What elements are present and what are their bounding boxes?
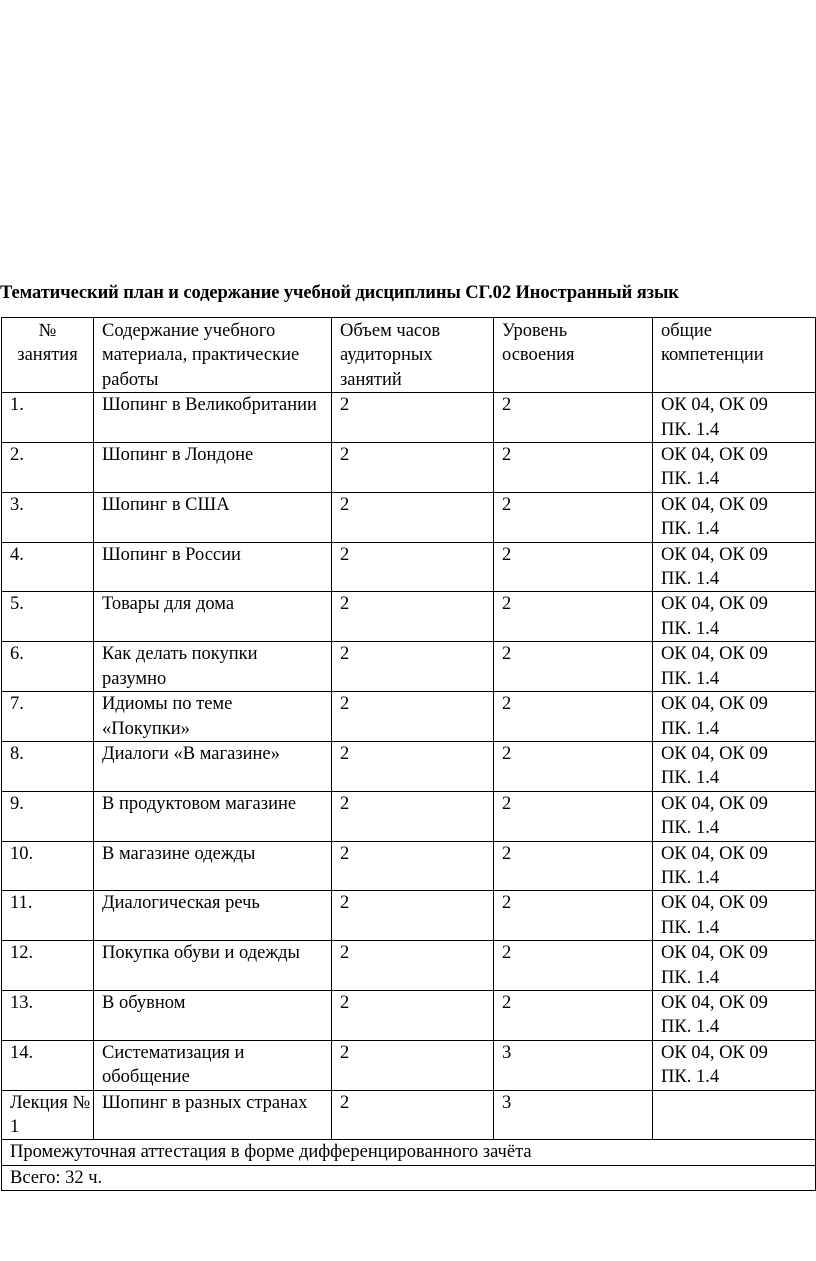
cell-level: 2 [494, 443, 653, 493]
competency-line: ПК. 1.4 [661, 818, 720, 839]
competency-line: ПК. 1.4 [661, 419, 720, 440]
cell-number: 5. [2, 592, 94, 642]
cell-number: 3. [2, 492, 94, 542]
cell-topic: В магазине одежды [94, 841, 332, 891]
cell-competencies [653, 642, 816, 692]
competency-line: ОК 04, ОК 09 [661, 544, 768, 565]
cell-competencies [653, 1040, 816, 1090]
cell-hours: 2 [332, 443, 494, 493]
cell-hours: 2 [332, 1040, 494, 1090]
cell-number: 1. [2, 393, 94, 443]
cell-topic: Шопинг в Великобритании [94, 393, 332, 443]
table-row [2, 941, 816, 991]
competency-line: ОК 04, ОК 09 [661, 793, 768, 814]
cell-topic: Идиомы по теме «Покупки» [94, 692, 332, 742]
cell-number: Лекция № 1 [2, 1090, 94, 1140]
competency-line: ОК 04, ОК 09 [661, 694, 768, 715]
table-row [2, 791, 816, 841]
cell-competencies [653, 443, 816, 493]
table-row [2, 891, 816, 941]
cell-number: 14. [2, 1040, 94, 1090]
cell-competencies [653, 941, 816, 991]
competency-line: ОК 04, ОК 09 [661, 494, 768, 515]
cell-competencies [653, 1090, 816, 1140]
header-number [2, 318, 94, 393]
table-row [2, 492, 816, 542]
cell-topic: Систематизация и обобщение [94, 1040, 332, 1090]
cell-hours: 2 [332, 741, 494, 791]
cell-competencies [653, 841, 816, 891]
competency-line: ПК. 1.4 [661, 768, 720, 789]
cell-level: 3 [494, 1090, 653, 1140]
table-row [2, 1040, 816, 1090]
competency-line: ПК. 1.4 [661, 569, 720, 590]
cell-level: 2 [494, 891, 653, 941]
cell-competencies [653, 741, 816, 791]
table-row [2, 542, 816, 592]
cell-number: 4. [2, 542, 94, 592]
cell-topic: Как делать покупки разумно [94, 642, 332, 692]
cell-hours: 2 [332, 393, 494, 443]
table-row [2, 692, 816, 742]
cell-topic: Диалоги «В магазине» [94, 741, 332, 791]
total-row [2, 1165, 816, 1190]
cell-topic: Шопинг в России [94, 542, 332, 592]
competency-line: ПК. 1.4 [661, 718, 720, 739]
cell-level: 2 [494, 941, 653, 991]
header-number-label: занятия [17, 345, 78, 366]
cell-hours: 2 [332, 990, 494, 1040]
cell-competencies [653, 393, 816, 443]
table-row [2, 642, 816, 692]
cell-level: 2 [494, 592, 653, 642]
competency-line: ПК. 1.4 [661, 1067, 720, 1088]
cell-level: 2 [494, 692, 653, 742]
cell-competencies [653, 542, 816, 592]
cell-competencies [653, 990, 816, 1040]
attestation-text: Промежуточная аттестация в форме дифференцированного зачёта [2, 1140, 816, 1165]
cell-topic: Шопинг в США [94, 492, 332, 542]
header-content: Содержание учебного материала, практические работы [94, 318, 332, 393]
competency-line: ОК 04, ОК 09 [661, 893, 768, 914]
competency-line: ПК. 1.4 [661, 867, 720, 888]
cell-number: 6. [2, 642, 94, 692]
cell-level: 2 [494, 393, 653, 443]
cell-topic: В продуктовом магазине [94, 791, 332, 841]
competency-line: ОК 04, ОК 09 [661, 943, 768, 964]
cell-competencies [653, 692, 816, 742]
competency-line: ОК 04, ОК 09 [661, 445, 768, 466]
table-row [2, 443, 816, 493]
cell-hours: 2 [332, 692, 494, 742]
competency-line: ОК 04, ОК 09 [661, 743, 768, 764]
cell-competencies [653, 791, 816, 841]
competency-line: ОК 04, ОК 09 [661, 843, 768, 864]
cell-number: 10. [2, 841, 94, 891]
cell-level: 2 [494, 741, 653, 791]
cell-hours: 2 [332, 592, 494, 642]
cell-level: 2 [494, 492, 653, 542]
competency-line: ОК 04, ОК 09 [661, 395, 768, 416]
cell-hours: 2 [332, 791, 494, 841]
cell-number: 7. [2, 692, 94, 742]
header-level: Уровень освоения [494, 318, 653, 393]
table-body [2, 318, 816, 1191]
cell-topic: Товары для дома [94, 592, 332, 642]
cell-topic: Диалогическая речь [94, 891, 332, 941]
competency-line: ОК 04, ОК 09 [661, 1042, 768, 1063]
cell-level: 2 [494, 990, 653, 1040]
header-number-symbol: № [38, 321, 57, 341]
header-hours: Объем часов аудиторных занятий [332, 318, 494, 393]
cell-number: 9. [2, 791, 94, 841]
cell-hours: 2 [332, 492, 494, 542]
table-row [2, 741, 816, 791]
cell-hours: 2 [332, 841, 494, 891]
cell-level: 2 [494, 791, 653, 841]
total-hours-text: Всего: 32 ч. [2, 1165, 816, 1190]
competency-line: ПК. 1.4 [661, 469, 720, 490]
competency-line: ОК 04, ОК 09 [661, 594, 768, 615]
cell-topic: Покупка обуви и одежды [94, 941, 332, 991]
cell-number: 12. [2, 941, 94, 991]
cell-competencies [653, 891, 816, 941]
cell-hours: 2 [332, 941, 494, 991]
cell-level: 2 [494, 542, 653, 592]
table-row [2, 841, 816, 891]
table-row [2, 393, 816, 443]
table-row [2, 990, 816, 1040]
cell-topic: Шопинг в Лондоне [94, 443, 332, 493]
cell-topic: В обувном [94, 990, 332, 1040]
competency-line: ПК. 1.4 [661, 618, 720, 639]
competency-line: ОК 04, ОК 09 [661, 644, 768, 665]
header-competencies: общие компетенции [653, 318, 816, 393]
cell-number: 13. [2, 990, 94, 1040]
cell-hours: 2 [332, 542, 494, 592]
cell-level: 2 [494, 642, 653, 692]
cell-hours: 2 [332, 891, 494, 941]
table-header-row [2, 318, 816, 393]
table-row [2, 592, 816, 642]
attestation-row [2, 1140, 816, 1165]
competency-line: ПК. 1.4 [661, 519, 720, 540]
cell-hours: 2 [332, 1090, 494, 1140]
cell-level: 3 [494, 1040, 653, 1090]
competency-line: ПК. 1.4 [661, 1017, 720, 1038]
cell-competencies [653, 592, 816, 642]
thematic-plan-table [1, 317, 816, 1191]
table-row [2, 1090, 816, 1140]
cell-topic: Шопинг в разных странах [94, 1090, 332, 1140]
cell-level: 2 [494, 841, 653, 891]
competency-line: ПК. 1.4 [661, 668, 720, 689]
cell-hours: 2 [332, 642, 494, 692]
cell-number: 11. [2, 891, 94, 941]
cell-competencies [653, 492, 816, 542]
cell-number: 2. [2, 443, 94, 493]
page-title: Тематический план и содержание учебной дисциплины СГ.02 Иностранный язык [0, 283, 679, 303]
competency-line: ПК. 1.4 [661, 917, 720, 938]
competency-line: ПК. 1.4 [661, 967, 720, 988]
cell-number: 8. [2, 741, 94, 791]
competency-line: ОК 04, ОК 09 [661, 992, 768, 1013]
